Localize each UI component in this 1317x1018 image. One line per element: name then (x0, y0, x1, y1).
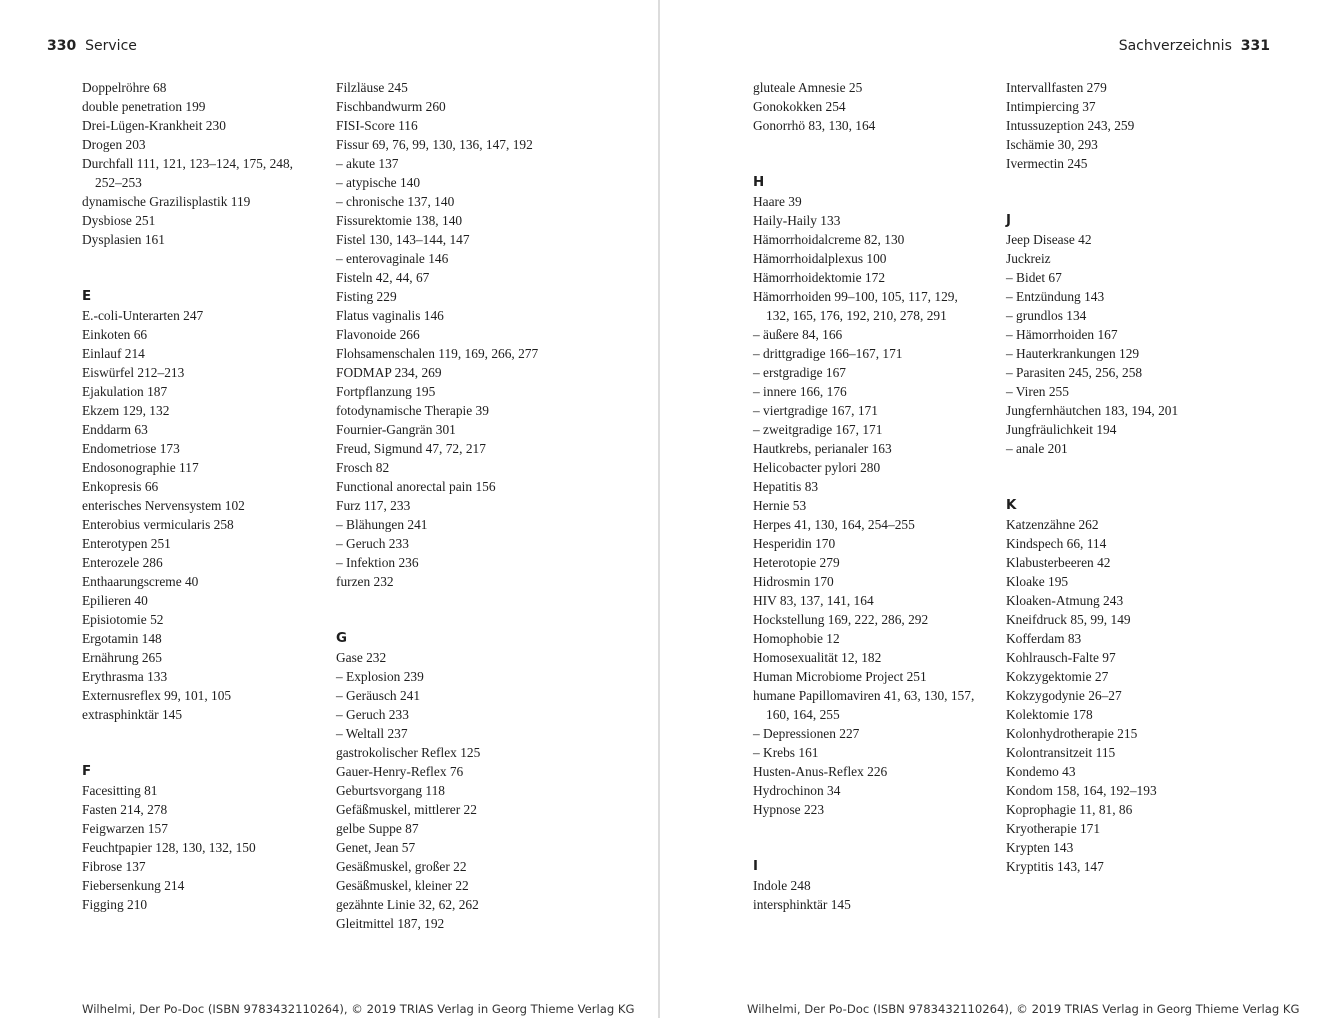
index-entry: Gesäßmuskel, kleiner 22 (336, 878, 469, 893)
index-entry: Hidrosmin 170 (753, 574, 834, 589)
index-entry: – Krebs 161 (753, 745, 819, 760)
index-entry: Figging 210 (82, 897, 148, 912)
index-entry: – Parasiten 245, 256, 258 (1006, 365, 1143, 380)
index-entry: Gonorrhö 83, 130, 164 (753, 118, 876, 133)
index-entry-continuation: 132, 165, 176, 192, 210, 278, 291 (766, 308, 947, 323)
index-entry: Facesitting 81 (82, 783, 158, 798)
section-gap (82, 724, 322, 762)
index-entry: Kolontransitzeit 115 (1006, 745, 1116, 760)
index-entry: Kolonhydrotherapie 215 (1006, 726, 1138, 741)
index-entry: – Viren 255 (1006, 384, 1069, 399)
index-entry: Gase 232 (336, 650, 387, 665)
right-page-section: Sachverzeichnis (1118, 38, 1232, 54)
index-entry: FODMAP 234, 269 (336, 365, 442, 380)
index-entry: Enterotypen 251 (82, 536, 171, 551)
index-entry: Fortpflanzung 195 (336, 384, 436, 399)
index-entry: Fistel 130, 143–144, 147 (336, 232, 470, 247)
index-entry: Externusreflex 99, 101, 105 (82, 688, 232, 703)
index-entry: Kokzygodynie 26–27 (1006, 688, 1122, 703)
section-gap (1006, 173, 1246, 211)
index-entry: Genet, Jean 57 (336, 840, 416, 855)
index-entry: Kryptitis 143, 147 (1006, 859, 1104, 874)
index-entry: – Geräusch 241 (336, 688, 421, 703)
index-entry: Freud, Sigmund 47, 72, 217 (336, 441, 486, 456)
index-entry: – anale 201 (1006, 441, 1068, 456)
index-entry: Enterobius vermicularis 258 (82, 517, 234, 532)
section-gap (336, 591, 576, 629)
section-gap (1006, 458, 1246, 496)
index-entry: extrasphinktär 145 (82, 707, 183, 722)
index-entry: – äußere 84, 166 (753, 327, 843, 342)
letter-heading: G (336, 631, 347, 646)
index-entry: intersphinktär 145 (753, 897, 851, 912)
left-page-section: Service (85, 38, 137, 54)
section-gap (753, 819, 993, 857)
index-entry: Homophobie 12 (753, 631, 840, 646)
index-entry: Functional anorectal pain 156 (336, 479, 496, 494)
index-entry: Hämorrhoidalcreme 82, 130 (753, 232, 905, 247)
index-entry: Gauer-Henry-Reflex 76 (336, 764, 464, 779)
index-entry: Feuchtpapier 128, 130, 132, 150 (82, 840, 256, 855)
index-entry: Ergotamin 148 (82, 631, 162, 646)
index-entry: Hesperidin 170 (753, 536, 836, 551)
index-entry: Fiebersenkung 214 (82, 878, 185, 893)
index-entry: Haily-Haily 133 (753, 213, 841, 228)
index-entry: Hepatitis 83 (753, 479, 819, 494)
index-entry: gelbe Suppe 87 (336, 821, 419, 836)
index-entry: HIV 83, 137, 141, 164 (753, 593, 874, 608)
section-gap (82, 249, 322, 287)
index-entry: Ivermectin 245 (1006, 156, 1088, 171)
index-column-2 (336, 78, 576, 933)
index-entry: Kokzygektomie 27 (1006, 669, 1109, 684)
index-entry: Epilieren 40 (82, 593, 148, 608)
index-entry: Hautkrebs, perianaler 163 (753, 441, 892, 456)
left-page-header (47, 38, 137, 54)
index-entry: Kondom 158, 164, 192–193 (1006, 783, 1157, 798)
index-entry: Drogen 203 (82, 137, 146, 152)
index-entry: humane Papillomaviren 41, 63, 130, 157, (753, 688, 975, 703)
index-entry: Gonokokken 254 (753, 99, 846, 114)
index-entry: – Infektion 236 (336, 555, 419, 570)
index-entry: Gleitmittel 187, 192 (336, 916, 445, 931)
index-entry: Flatus vaginalis 146 (336, 308, 444, 323)
index-entry: – Geruch 233 (336, 536, 409, 551)
index-entry: Jeep Disease 42 (1006, 232, 1092, 247)
index-entry: Frosch 82 (336, 460, 390, 475)
right-page-number: 331 (1240, 38, 1270, 54)
index-entry: Ernährung 265 (82, 650, 162, 665)
index-entry: fotodynamische Therapie 39 (336, 403, 489, 418)
index-entry: gezähnte Linie 32, 62, 262 (336, 897, 479, 912)
index-entry: Endosonographie 117 (82, 460, 199, 475)
index-entry: Ischämie 30, 293 (1006, 137, 1098, 152)
index-entry: E.-coli-Unterarten 247 (82, 308, 204, 323)
letter-heading: F (82, 764, 92, 779)
index-entry: Husten-Anus-Reflex 226 (753, 764, 888, 779)
left-page-number: 330 (47, 38, 77, 54)
index-entry: Gesäßmuskel, großer 22 (336, 859, 467, 874)
index-entry: – innere 166, 176 (753, 384, 847, 399)
index-entry: Hockstellung 169, 222, 286, 292 (753, 612, 929, 627)
index-entry: – akute 137 (336, 156, 399, 171)
index-entry: Enddarm 63 (82, 422, 148, 437)
index-entry: gastrokolischer Reflex 125 (336, 745, 481, 760)
index-entry: Fisting 229 (336, 289, 397, 304)
letter-heading: E (82, 289, 92, 304)
index-entry: Endometriose 173 (82, 441, 180, 456)
index-entry: Fournier-Gangrän 301 (336, 422, 456, 437)
index-entry: FISI-Score 116 (336, 118, 418, 133)
index-entry: Jungfräulichkeit 194 (1006, 422, 1117, 437)
index-entry: Juckreiz (1006, 251, 1051, 266)
index-entry: Kneifdruck 85, 99, 149 (1006, 612, 1131, 627)
index-entry: Hämorrhoiden 99–100, 105, 117, 129, (753, 289, 958, 304)
index-column-4 (1006, 78, 1246, 876)
index-entry: Katzenzähne 262 (1006, 517, 1099, 532)
index-entry: Eiswürfel 212–213 (82, 365, 185, 380)
index-entry: – Hauterkrankungen 129 (1006, 346, 1140, 361)
index-entry: Flavonoide 266 (336, 327, 420, 342)
index-entry: Fasten 214, 278 (82, 802, 168, 817)
index-entry: Hämorrhoidektomie 172 (753, 270, 886, 285)
index-entry: Heterotopie 279 (753, 555, 840, 570)
index-entry: furzen 232 (336, 574, 394, 589)
index-entry: Ekzem 129, 132 (82, 403, 170, 418)
index-entry: Furz 117, 233 (336, 498, 411, 513)
index-entry-continuation: 160, 164, 255 (766, 707, 840, 722)
index-entry: Erythrasma 133 (82, 669, 168, 684)
index-entry: Intimpiercing 37 (1006, 99, 1096, 114)
index-entry: Hernie 53 (753, 498, 807, 513)
page-divider (658, 0, 660, 1018)
index-entry: Einkoten 66 (82, 327, 148, 342)
index-entry: Episiotomie 52 (82, 612, 164, 627)
letter-heading: K (1006, 498, 1017, 513)
index-entry: Helicobacter pylori 280 (753, 460, 881, 475)
index-entry: Koprophagie 11, 81, 86 (1006, 802, 1133, 817)
index-entry: Fissur 69, 76, 99, 130, 136, 147, 192 (336, 137, 533, 152)
index-entry: Fibrose 137 (82, 859, 146, 874)
index-entry: Enterozele 286 (82, 555, 163, 570)
index-entry: – Blähungen 241 (336, 517, 428, 532)
index-entry: Ejakulation 187 (82, 384, 168, 399)
index-entry: Krypten 143 (1006, 840, 1074, 855)
index-entry: Indole 248 (753, 878, 811, 893)
index-entry: Filzläuse 245 (336, 80, 408, 95)
index-entry: – atypische 140 (336, 175, 421, 190)
index-entry: – Geruch 233 (336, 707, 409, 722)
index-entry: – grundlos 134 (1006, 308, 1087, 323)
letter-heading: J (1006, 213, 1011, 228)
index-entry: Kolektomie 178 (1006, 707, 1093, 722)
index-entry: Kofferdam 83 (1006, 631, 1082, 646)
index-column-3 (753, 78, 993, 914)
index-column-1 (82, 78, 322, 914)
index-entry: Kloake 195 (1006, 574, 1069, 589)
section-gap (753, 135, 993, 173)
index-entry: – erstgradige 167 (753, 365, 846, 380)
index-entry: – Depressionen 227 (753, 726, 860, 741)
index-entry: – viertgradige 167, 171 (753, 403, 878, 418)
index-entry: Human Microbiome Project 251 (753, 669, 927, 684)
index-entry: enterisches Nervensystem 102 (82, 498, 245, 513)
index-entry: Hämorrhoidalplexus 100 (753, 251, 887, 266)
index-entry: Herpes 41, 130, 164, 254–255 (753, 517, 915, 532)
index-entry: Kryotherapie 171 (1006, 821, 1101, 836)
index-entry: double penetration 199 (82, 99, 206, 114)
index-entry: gluteale Amnesie 25 (753, 80, 863, 95)
index-entry: Intussuzeption 243, 259 (1006, 118, 1135, 133)
index-entry: – Explosion 239 (336, 669, 424, 684)
index-entry: Feigwarzen 157 (82, 821, 168, 836)
letter-heading: I (753, 859, 758, 874)
index-entry: Kindspech 66, 114 (1006, 536, 1107, 551)
index-entry: Kondemo 43 (1006, 764, 1076, 779)
index-entry: Flohsamenschalen 119, 169, 266, 277 (336, 346, 539, 361)
index-entry: Durchfall 111, 121, 123–124, 175, 248, (82, 156, 293, 171)
index-entry: – Entzündung 143 (1006, 289, 1105, 304)
index-entry: – Weltall 237 (336, 726, 408, 741)
index-entry: Enkopresis 66 (82, 479, 159, 494)
index-entry: Jungfernhäutchen 183, 194, 201 (1006, 403, 1179, 418)
index-entry: dynamische Grazilisplastik 119 (82, 194, 251, 209)
index-entry: Klabusterbeeren 42 (1006, 555, 1111, 570)
index-entry: Hypnose 223 (753, 802, 825, 817)
index-entry: – Bidet 67 (1006, 270, 1062, 285)
index-entry: – Hämorrhoiden 167 (1006, 327, 1118, 342)
letter-heading: H (753, 175, 765, 190)
index-entry: Fischbandwurm 260 (336, 99, 446, 114)
index-entry: Homosexualität 12, 182 (753, 650, 882, 665)
index-entry: – enterovaginale 146 (336, 251, 449, 266)
index-entry: – drittgradige 166–167, 171 (753, 346, 903, 361)
index-entry: Drei-Lügen-Krankheit 230 (82, 118, 226, 133)
index-entry: Kohlrausch-Falte 97 (1006, 650, 1116, 665)
right-footer: Wilhelmi, Der Po-Doc (ISBN 9783432110264), © 2019 TRIAS Verlag in Georg Thieme Verlag KG (747, 1002, 1300, 1016)
left-footer: Wilhelmi, Der Po-Doc (ISBN 9783432110264), © 2019 TRIAS Verlag in Georg Thieme Verlag KG (82, 1002, 635, 1016)
index-entry: – zweitgradige 167, 171 (753, 422, 883, 437)
index-entry: Intervallfasten 279 (1006, 80, 1107, 95)
index-entry: – chronische 137, 140 (336, 194, 455, 209)
index-entry: Dysplasien 161 (82, 232, 165, 247)
index-entry: Haare 39 (753, 194, 802, 209)
right-page-header (1119, 38, 1270, 54)
index-entry: Dysbiose 251 (82, 213, 156, 228)
index-entry: Geburtsvorgang 118 (336, 783, 445, 798)
index-entry-continuation: 252–253 (95, 175, 142, 190)
index-entry: Hydrochinon 34 (753, 783, 841, 798)
index-entry: Fisteln 42, 44, 67 (336, 270, 430, 285)
index-entry: Fissurektomie 138, 140 (336, 213, 463, 228)
index-entry: Einlauf 214 (82, 346, 145, 361)
index-entry: Enthaarungscreme 40 (82, 574, 199, 589)
index-entry: Gefäßmuskel, mittlerer 22 (336, 802, 477, 817)
index-entry: Kloaken-Atmung 243 (1006, 593, 1124, 608)
index-entry: Doppelröhre 68 (82, 80, 167, 95)
